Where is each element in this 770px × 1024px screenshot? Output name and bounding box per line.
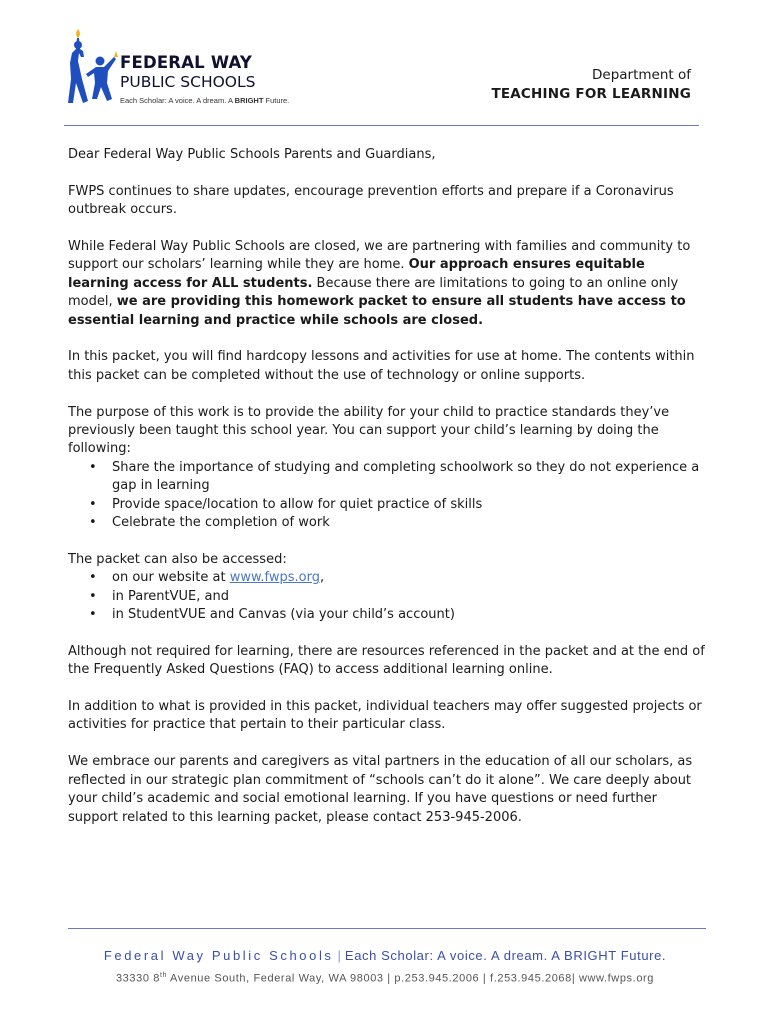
footer-separator: | bbox=[337, 948, 341, 963]
department-label: Department of bbox=[592, 67, 691, 83]
list-item: • Celebrate the completion of work bbox=[112, 514, 708, 532]
paragraph-purpose: The purpose of this work is to provide the ability for your child to practice standards they’ve previously been taught this school year. You can support your child’s learning by doing the following: bbox=[68, 404, 670, 457]
department-heading bbox=[491, 66, 691, 104]
letterhead bbox=[0, 0, 770, 120]
footer-address: 33330 8th Avenue South, Federal Way, WA 98003 | p.253.945.2006 | f.253.945.2068| www.fwps.org bbox=[115, 972, 655, 985]
support-list bbox=[68, 459, 708, 533]
footer-tagline-line bbox=[0, 948, 770, 963]
logo-wordmark-line2: PUBLIC SCHOOLS bbox=[120, 73, 256, 91]
list-item: • on our website at www.fwps.org, bbox=[112, 569, 708, 587]
letter-body bbox=[68, 146, 708, 845]
list-item: • in ParentVUE, and bbox=[112, 588, 708, 606]
list-item: • Provide space/location to allow for quiet practice of skills bbox=[112, 496, 708, 514]
footer-divider bbox=[68, 928, 706, 929]
header-divider bbox=[64, 125, 699, 126]
list-item: • Share the importance of studying and completing schoolwork so they do not experience a gap in learning bbox=[112, 459, 708, 496]
department-name: TEACHING FOR LEARNING bbox=[491, 86, 691, 102]
logo-wordmark-line1: FEDERAL WAY bbox=[120, 53, 253, 72]
footer-tagline: Each Scholar: A voice. A dream. A BRIGHT Future. bbox=[344, 948, 667, 963]
paragraph-updates: FWPS continues to share updates, encourage prevention efforts and prepare if a Coronavirus outbreak occurs. bbox=[68, 183, 674, 218]
letter-greeting: Dear Federal Way Public Schools Parents and Guardians, bbox=[68, 147, 436, 162]
footer-district-name: Federal Way Public Schools bbox=[103, 948, 334, 963]
paragraph-access: The packet can also be accessed: bbox=[68, 551, 287, 567]
logo-tagline: Each Scholar: A voice. A dream. A BRIGHT Future. bbox=[120, 96, 290, 105]
access-list bbox=[68, 569, 708, 624]
fwps-logo bbox=[66, 27, 306, 109]
paragraph-packet-contents: In this packet, you will find hardcopy lessons and activities for use at home. The contents within this packet can be completed without the use of technology or online supports. bbox=[68, 349, 695, 383]
fwps-website-link[interactable]: www.fwps.org bbox=[229, 570, 320, 586]
paragraph-teachers: In addition to what is provided in this packet, individual teachers may offer suggested projects or activities for practice that pertain to their particular class. bbox=[68, 699, 702, 733]
list-item: • in StudentVUE and Canvas (via your child’s account) bbox=[112, 606, 708, 624]
paragraph-partners: We embrace our parents and caregivers as vital partners in the education of all our scholars, as reflected in our strategic plan commitment of “schools can’t do it alone”. We care deeply about your child’s academic and social emotional learning. If you have questions or need further support related to this learning packet, please contact 253-945-2006. bbox=[68, 754, 693, 825]
paragraph-partnering: While Federal Way Public Schools are closed, we are partnering with families and community to support our scholars’ learning while they are home. Our approach ensures equitable learning access for ALL students. Because there are limitations to going to an online only model, we are providing this homework packet to ensure all students have access to essential learning and practice while schools are closed. bbox=[68, 239, 691, 328]
scholars-figures-icon bbox=[66, 27, 126, 109]
paragraph-resources: Although not required for learning, there are resources referenced in the packet and at the end of the Frequently Asked Questions (FAQ) to access additional learning online. bbox=[68, 643, 705, 678]
